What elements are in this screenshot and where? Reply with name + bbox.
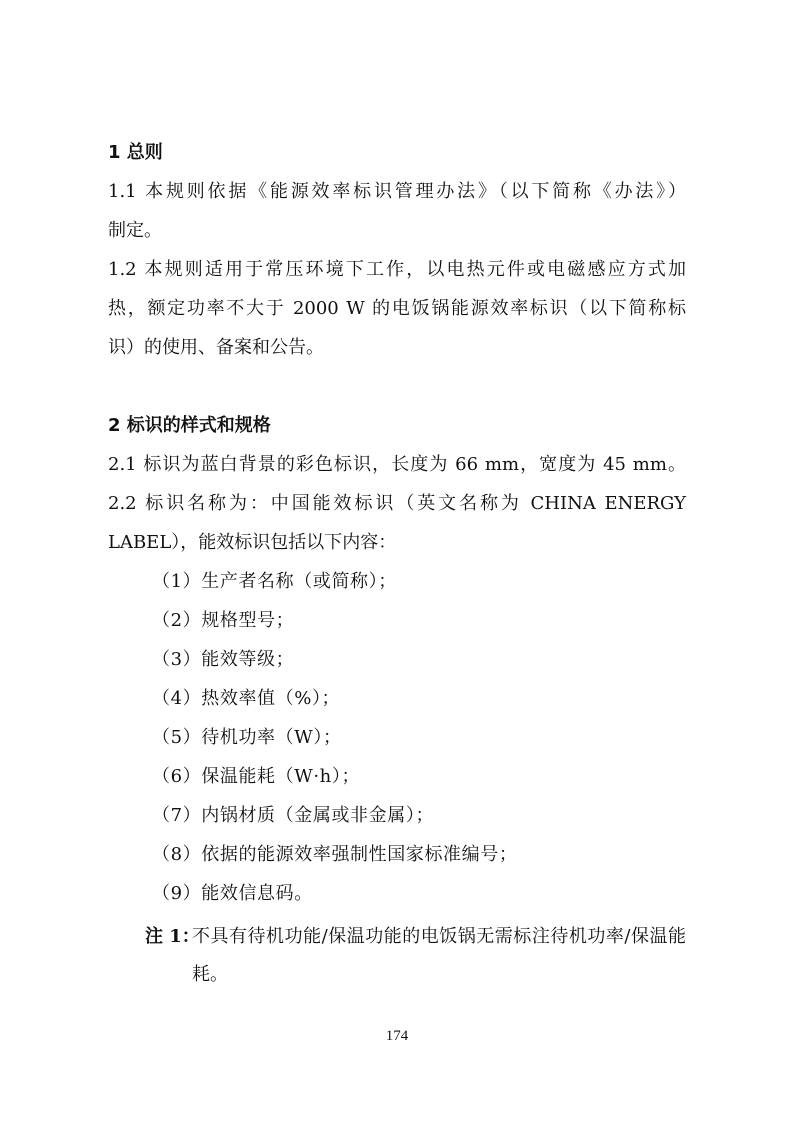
clause-1-1: 1.1 本规则依据《能源效率标识管理办法》（以下简称《办法》） xyxy=(108,181,686,202)
clause-2-1: 2.1 标识为蓝白背景的彩色标识，长度为 66 mm，宽度为 45 mm。 xyxy=(108,454,686,475)
list-item: （6）保温能耗（W·h）； xyxy=(152,766,361,787)
list-item: （4）热效率值（%）； xyxy=(152,688,341,709)
list-item: （2）规格型号； xyxy=(152,610,295,631)
note-label: 注 1： xyxy=(145,926,200,947)
clause-1-1-cont: 制定。 xyxy=(108,220,162,241)
page-number: 174 xyxy=(385,1028,409,1044)
clause-2-2: 2.2 标识名称为：中国能效标识（英文名称为 CHINA ENERGY xyxy=(108,493,686,514)
list-item: （7）内锅材质（金属或非金属）； xyxy=(152,805,435,826)
section-2-heading: 2 标识的样式和规格 xyxy=(108,415,271,436)
list-item: （8）依据的能源效率强制性国家标准编号； xyxy=(152,844,518,865)
list-item: （3）能效等级； xyxy=(152,649,295,670)
list-item: （9）能效信息码。 xyxy=(152,883,313,904)
list-item: （5）待机功率（W）； xyxy=(152,727,342,748)
clause-1-2-cont: 热，额定功率不大于 2000 W 的电饭锅能源效率标识（以下简称标 xyxy=(108,298,686,319)
note-text: 不具有待机功能/保温功能的电饭锅无需标注待机功率/保温能 xyxy=(192,926,686,947)
note-text-cont: 耗。 xyxy=(192,964,228,985)
clause-1-2-end: 识）的使用、备案和公告。 xyxy=(108,337,324,358)
clause-1-2: 1.2 本规则适用于常压环境下工作，以电热元件或电磁感应方式加 xyxy=(108,259,686,280)
clause-2-2-cont: LABEL），能效标识包括以下内容： xyxy=(108,532,397,553)
list-item: （1）生产者名称（或简称）； xyxy=(152,571,397,592)
section-1-heading: 1 总则 xyxy=(108,142,163,163)
